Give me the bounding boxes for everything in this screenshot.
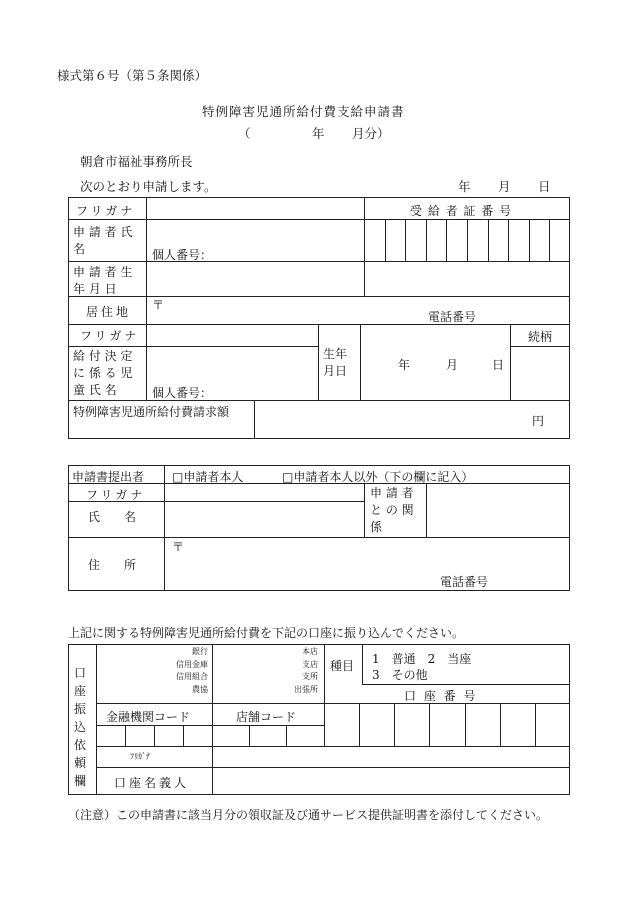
bank-type-shinkin: 信用金庫 bbox=[176, 659, 208, 669]
furigana2-label: フリガナ bbox=[80, 329, 140, 343]
bank-types bbox=[110, 646, 208, 696]
claim-amount-label: 特例障害児通所給付費請求額 bbox=[73, 405, 230, 419]
cert-box-divider bbox=[385, 219, 386, 261]
account-type-line2[interactable]: 3 その他 bbox=[372, 668, 428, 682]
option-other-checkbox[interactable]: □申請者本人以外（下の欄に記入） bbox=[282, 470, 474, 484]
yen-label: 円 bbox=[532, 414, 545, 428]
submitter-address-label: 住 所 bbox=[88, 558, 137, 572]
addressee: 朝倉市福祉事務所長 bbox=[80, 154, 193, 169]
period-month: 月分） bbox=[352, 126, 390, 141]
date-year: 年 bbox=[458, 179, 471, 194]
birth-label: 生年 月日 bbox=[323, 347, 348, 378]
account-box-divider bbox=[535, 703, 536, 746]
account-box-divider bbox=[429, 703, 430, 746]
cert-box-divider bbox=[426, 219, 427, 261]
account-box-divider bbox=[465, 703, 466, 746]
account-box-divider bbox=[500, 703, 501, 746]
submitter-phone-label: 電話番号 bbox=[440, 575, 489, 589]
bank-type-bank: 銀行 bbox=[192, 647, 208, 656]
birth-year: 年 bbox=[398, 358, 411, 372]
submitter-postal-mark: 〒 bbox=[172, 540, 185, 554]
residence-label: 居住地 bbox=[86, 305, 132, 319]
personal-number2-label: 個人番号： bbox=[152, 386, 213, 400]
account-type-line1[interactable]: 1 普通 2 当座 bbox=[372, 652, 472, 666]
date-month: 月 bbox=[498, 179, 511, 194]
cert-box-divider bbox=[446, 219, 447, 261]
account-type-label: 種目 bbox=[330, 659, 355, 673]
branch-type-sub: 支所 bbox=[302, 672, 318, 681]
form-title: 特例障害児通所給付費支給申請書 bbox=[202, 104, 405, 119]
option-self-checkbox[interactable]: □申請者本人 bbox=[172, 470, 244, 484]
cert-box-divider bbox=[508, 219, 509, 261]
cert-box-divider bbox=[467, 219, 468, 261]
account-number-boxes[interactable] bbox=[324, 703, 570, 746]
cert-box-divider bbox=[549, 219, 550, 261]
branch-code-label: 店舗コード bbox=[236, 710, 297, 724]
submitter-name-label: 氏 名 bbox=[88, 510, 137, 524]
cert-box-divider bbox=[529, 219, 530, 261]
relation-label: 続柄 bbox=[528, 330, 553, 344]
cert-box-divider bbox=[405, 219, 406, 261]
request-text: 次のとおり申請します。 bbox=[80, 179, 217, 194]
branch-type-main: 本店 bbox=[302, 647, 318, 656]
furigana-label: フリガナ bbox=[76, 204, 136, 218]
bank-type-nokyo: 農協 bbox=[192, 684, 208, 694]
period-open: （ bbox=[238, 126, 251, 141]
recipient-cert-boxes[interactable] bbox=[364, 219, 570, 261]
account-box-divider bbox=[359, 703, 360, 746]
postal-mark: 〒 bbox=[152, 298, 165, 312]
submitter-label: 申請書提出者 bbox=[72, 470, 145, 484]
branch-type-office: 出張所 bbox=[294, 684, 318, 694]
applicant-birth-label: 申 請 者 生 年 月 日 bbox=[73, 265, 133, 296]
birth-month: 月 bbox=[446, 358, 459, 372]
child-name-label: 給 付 決 定 に 係 る 児 童 氏 名 bbox=[73, 349, 133, 397]
bank-side-label: 口座振込依頼欄 bbox=[74, 666, 87, 788]
branch-types bbox=[218, 646, 318, 696]
branch-type-branch: 支店 bbox=[302, 659, 318, 669]
bank-type-kumiai: 信用組合 bbox=[176, 672, 208, 681]
date-day: 日 bbox=[538, 179, 551, 194]
birth-day: 日 bbox=[492, 358, 505, 372]
submitter-furigana-label: フリガナ bbox=[86, 488, 146, 502]
account-box-divider bbox=[394, 703, 395, 746]
account-holder-label: 口座名義人 bbox=[114, 776, 190, 790]
applicant-name-label: 申 請 者 氏 名 bbox=[73, 225, 133, 256]
recipient-cert-label: 受 給 者 証 番 号 bbox=[410, 204, 513, 218]
transfer-statement: 上記に関する特例障害児通所給付費を下記の口座に振り込んでください。 bbox=[68, 626, 465, 640]
form-number: 様式第６号（第５条関係） bbox=[57, 68, 208, 83]
relation-to-applicant-label: 申 請 者 と の 関 係 bbox=[370, 486, 414, 534]
personal-number-label: 個人番号： bbox=[152, 248, 213, 262]
phone-label: 電話番号 bbox=[428, 310, 477, 324]
account-number-label: 口 座 番 号 bbox=[404, 689, 478, 703]
note-text: （注意）この申請書に該当月分の領収証及び通サービス提供証明書を添付してください。 bbox=[68, 808, 549, 822]
cert-box-divider bbox=[488, 219, 489, 261]
holder-furigana-label: ﾌﾘｶﾞﾅ bbox=[130, 752, 150, 761]
bank-code-label: 金融機関コード bbox=[106, 710, 191, 724]
period-year: 年 bbox=[312, 126, 325, 141]
